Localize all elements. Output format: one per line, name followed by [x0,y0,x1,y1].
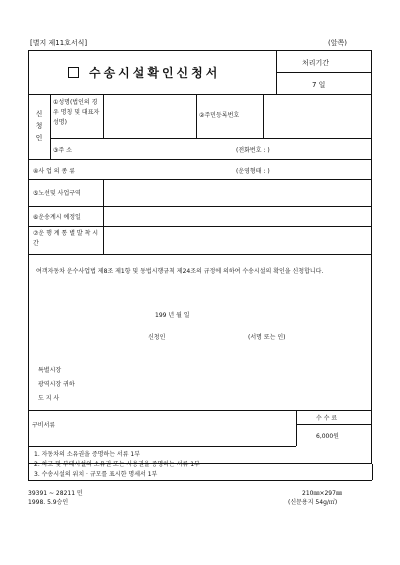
page-side: (앞쪽) [328,39,347,47]
form-number: [별지 제11호서식] [30,39,88,47]
phone-label: (전화번호 : ) [236,147,270,154]
applicant-label: 신청인 [35,110,43,142]
recipient-line-2: 광역시장 귀하 [38,381,75,388]
documents-label: 구비서류 [32,422,56,429]
name-label: ①성명(법인의 경우 명칭 및 대표자성명) [53,99,100,126]
footer-size: 210㎜×297㎜ [302,490,342,497]
operation-type-label: (운영형태 : ) [236,168,270,175]
sign-note: (서명 또는 인) [248,334,286,341]
address-label: ③주 소 [53,147,72,154]
business-type-label: ④사 업 의 종 류 [33,168,75,175]
recipient-line-1: 특별시장 [38,367,62,374]
recipient-line-3: 도 지 사 [38,395,60,402]
form-title-wrap [68,64,220,81]
document-item-3: 3. 수송시설의 위치 · 규모를 표시한 명세서 1부 [34,471,158,478]
application-statement: 여객자동차 운수사업법 제8조 제1항 및 동법시행규칙 제24조의 규정에 의하여 수송시설의 확인을 신청합니다. [36,268,324,275]
route-label: ⑤노선및 사업구역 [33,190,81,197]
resident-no-label: ②주민등록번호 [199,112,240,119]
footer-code: 39391 ~ 28211 민 [28,490,83,497]
application-date: 199 년 월 일 [155,312,190,319]
processing-period-label: 처리기간 [302,59,330,67]
processing-period-value: 7 일 [312,81,326,89]
vehicle-label: ⑥운송계시 예정일 [33,214,81,221]
document-item-2: 2. 차고 및 부대시설의 소유권 또는 사용권을 증명하는 서류 1부 [34,461,200,468]
schedule-label: ⑦운 행 계 통 별 발 착 시 간 [33,230,99,247]
footer-paper: (신문용지 54g/㎡) [288,499,338,506]
form-title: 수송시설확인신청서 [89,66,221,80]
checkbox-icon [68,67,79,78]
document-item-1: 1. 자동차의 소유권을 증명하는 서류 1부 [34,451,141,458]
fee-value: 6,000원 [316,433,339,440]
footer-approval: 1998. 5.9승인 [28,499,69,506]
signer-label: 신청인 [148,334,166,341]
fee-label: 수 수 료 [316,415,338,422]
